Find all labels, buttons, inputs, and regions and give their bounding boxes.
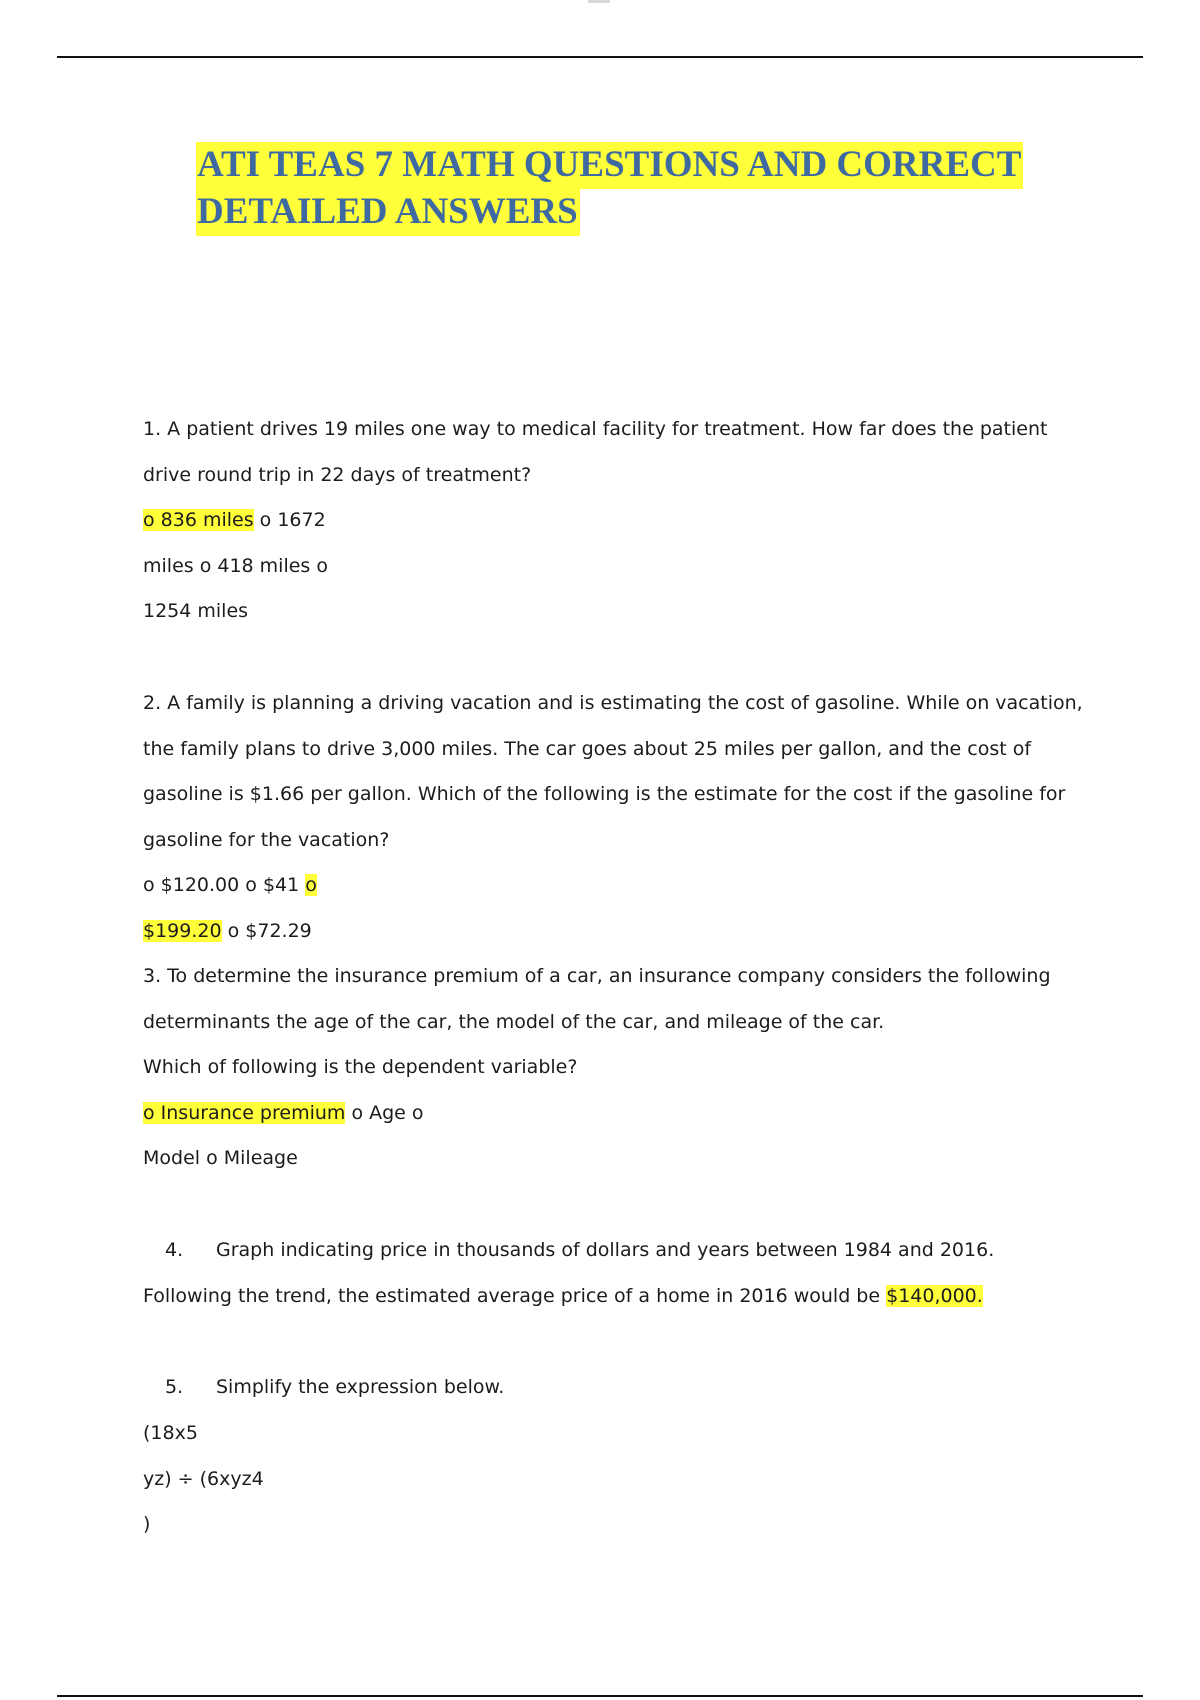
q5-expression-line-1: (18x5 xyxy=(143,1422,198,1444)
q2-answer-marker: o xyxy=(305,874,317,896)
q4-text-line-1 xyxy=(143,1237,994,1263)
q2-text-line-2: the family plans to drive 3,000 miles. The car goes about 25 miles per gallon, and the cost of xyxy=(143,738,1032,760)
q5-expression-line-3: ) xyxy=(143,1513,151,1535)
q3-text-line-1: 3. To determine the insurance premium of a car, an insurance company considers the following xyxy=(143,965,1051,987)
q1-text-line-2: drive round trip in 22 days of treatment? xyxy=(143,464,532,486)
q3-text-line-3: Which of following is the dependent variable? xyxy=(143,1056,578,1078)
q5-number: 5. xyxy=(165,1376,184,1398)
title-line-2: DETAILED ANSWERS xyxy=(196,189,580,236)
header-rule xyxy=(57,56,1143,58)
q4-text: Graph indicating price in thousands of dollars and years between 1984 and 2016. xyxy=(216,1239,995,1261)
q1-option-text: o 1672 xyxy=(253,509,326,531)
q5-text-line-1 xyxy=(143,1374,504,1400)
q5-text: Simplify the expression below. xyxy=(216,1376,505,1398)
q2-text-line-3: gasoline is $1.66 per gallon. Which of the following is the estimate for the cost if the gasoline for xyxy=(143,783,1066,805)
q2-options-line-1 xyxy=(143,872,317,898)
footer-rule xyxy=(57,1695,1143,1697)
title-line-1: ATI TEAS 7 MATH QUESTIONS AND CORRECT xyxy=(196,142,1023,189)
q4-answer-lead: Following the trend, the estimated average price of a home in 2016 would be xyxy=(143,1285,887,1307)
q1-options-line-2: miles o 418 miles o xyxy=(143,555,328,577)
q1-correct-answer: o 836 miles xyxy=(143,509,254,531)
q3-options-line-2: Model o Mileage xyxy=(143,1147,298,1169)
document-title xyxy=(196,142,1096,236)
q2-text-line-4: gasoline for the vacation? xyxy=(143,829,390,851)
q3-option-text: o Age o xyxy=(345,1102,424,1124)
q2-options-line-2 xyxy=(143,918,312,944)
q3-options-line-1 xyxy=(143,1100,424,1126)
q1-options-line-3: 1254 miles xyxy=(143,600,249,622)
q3-text-line-2: determinants the age of the car, the model of the car, and mileage of the car. xyxy=(143,1011,885,1033)
q4-number: 4. xyxy=(165,1239,184,1261)
q1-text-line-1: 1. A patient drives 19 miles one way to medical facility for treatment. How far does the patient xyxy=(143,418,1048,440)
q2-text-line-1: 2. A family is planning a driving vacation and is estimating the cost of gasoline. While on vacation, xyxy=(143,692,1083,714)
q3-correct-answer: o Insurance premium xyxy=(143,1102,346,1124)
q2-option-text: o $120.00 o $41 xyxy=(143,874,306,896)
q2-option-text-2: o $72.29 xyxy=(221,920,312,942)
q5-expression-line-2: yz) ÷ (6xyz4 xyxy=(143,1468,264,1490)
page-edge-mark xyxy=(588,0,610,3)
q4-correct-answer: $140,000. xyxy=(886,1285,983,1307)
q2-correct-answer: $199.20 xyxy=(143,920,222,942)
q1-options-line-1 xyxy=(143,507,326,533)
q4-text-line-2 xyxy=(143,1283,983,1309)
